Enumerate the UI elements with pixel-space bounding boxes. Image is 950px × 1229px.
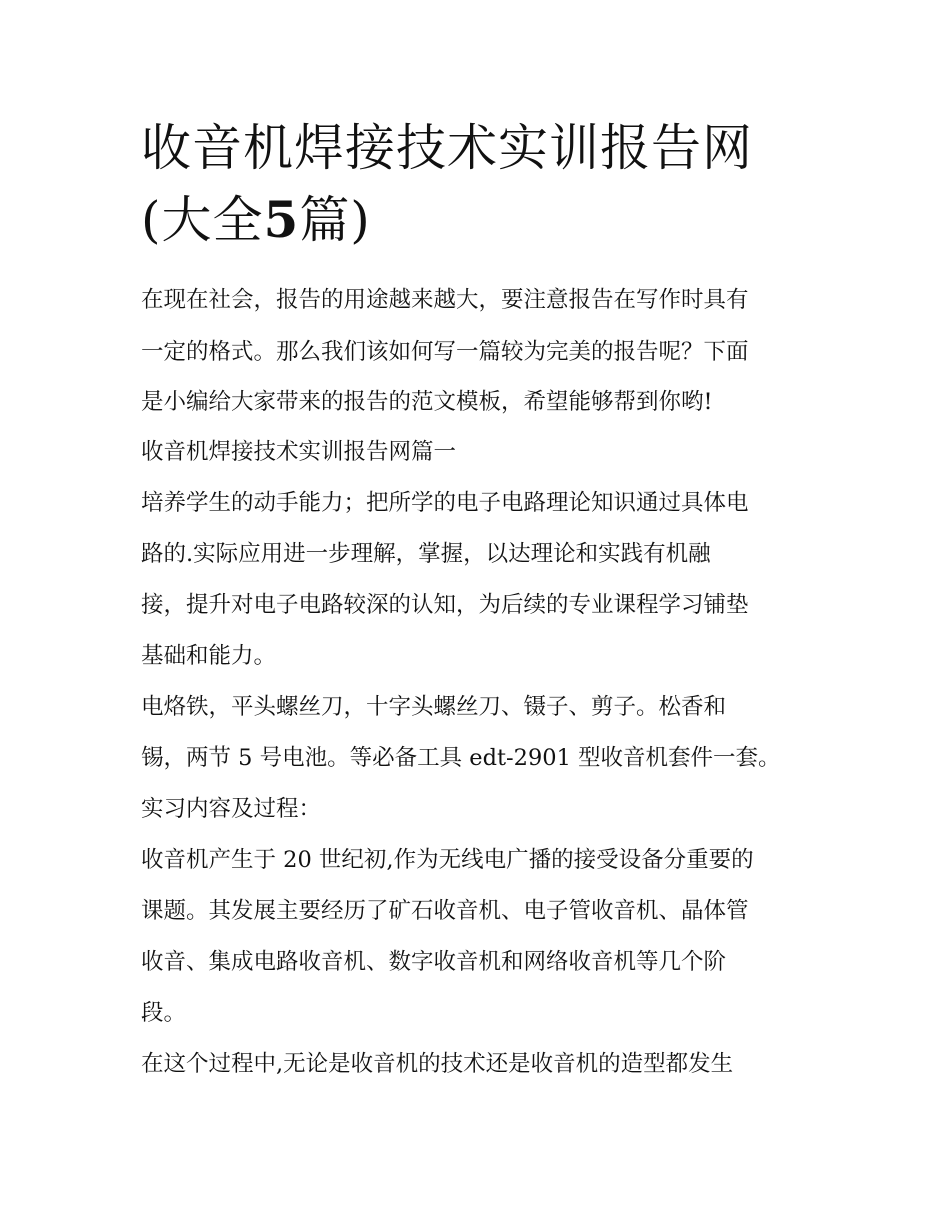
paragraph-line: 段。: [141, 1000, 187, 1026]
paragraph-line: 基础和能力。: [141, 643, 277, 669]
paragraph-line: 课题。其发展主要经历了矿石收音机、电子管收音机、晶体管: [141, 898, 749, 924]
paragraph-line: 培养学生的动手能力；把所学的电子电路理论知识通过具体电: [141, 490, 749, 516]
paragraph-line: 路的.实际应用进一步理解，掌握，以达理论和实践有机融: [141, 541, 711, 567]
paragraph-line: 收音机产生于 20 世纪初,作为无线电广播的接受设备分重要的: [141, 847, 754, 873]
intro-line-2: 一定的格式。那么我们该如何写一篇较为完美的报告呢？下面: [141, 339, 749, 365]
section-heading: 收音机焊接技术实训报告网篇一: [141, 439, 457, 465]
paragraph-line: 接，提升对电子电路较深的认知，为后续的专业课程学习铺垫: [141, 592, 749, 618]
document-title: [141, 112, 813, 256]
paragraph-line: 在这个过程中,无论是收音机的技术还是收音机的造型都发生: [141, 1051, 734, 1077]
title-text: 收音机焊接技术实训报告网(大全: [141, 119, 753, 249]
title-number: 5: [263, 190, 300, 249]
intro-line-1: 在现在社会，报告的用途越来越大，要注意报告在写作时具有: [141, 287, 749, 313]
paragraph-line: 电烙铁，平头螺丝刀，十字头螺丝刀、镊子、剪子。松香和: [141, 694, 727, 720]
intro-line-3: 是小编给大家带来的报告的范文模板，希望能够帮到你哟!: [141, 389, 713, 415]
paragraph-line: 收音、集成电路收音机、数字收音机和网络收音机等几个阶: [141, 949, 727, 975]
subheading: 实习内容及过程：: [141, 796, 322, 822]
paragraph-line: 锡，两节 5 号电池。等必备工具 edt-2901 型收音机套件一套。: [141, 745, 781, 771]
title-suffix: 篇): [299, 191, 371, 249]
